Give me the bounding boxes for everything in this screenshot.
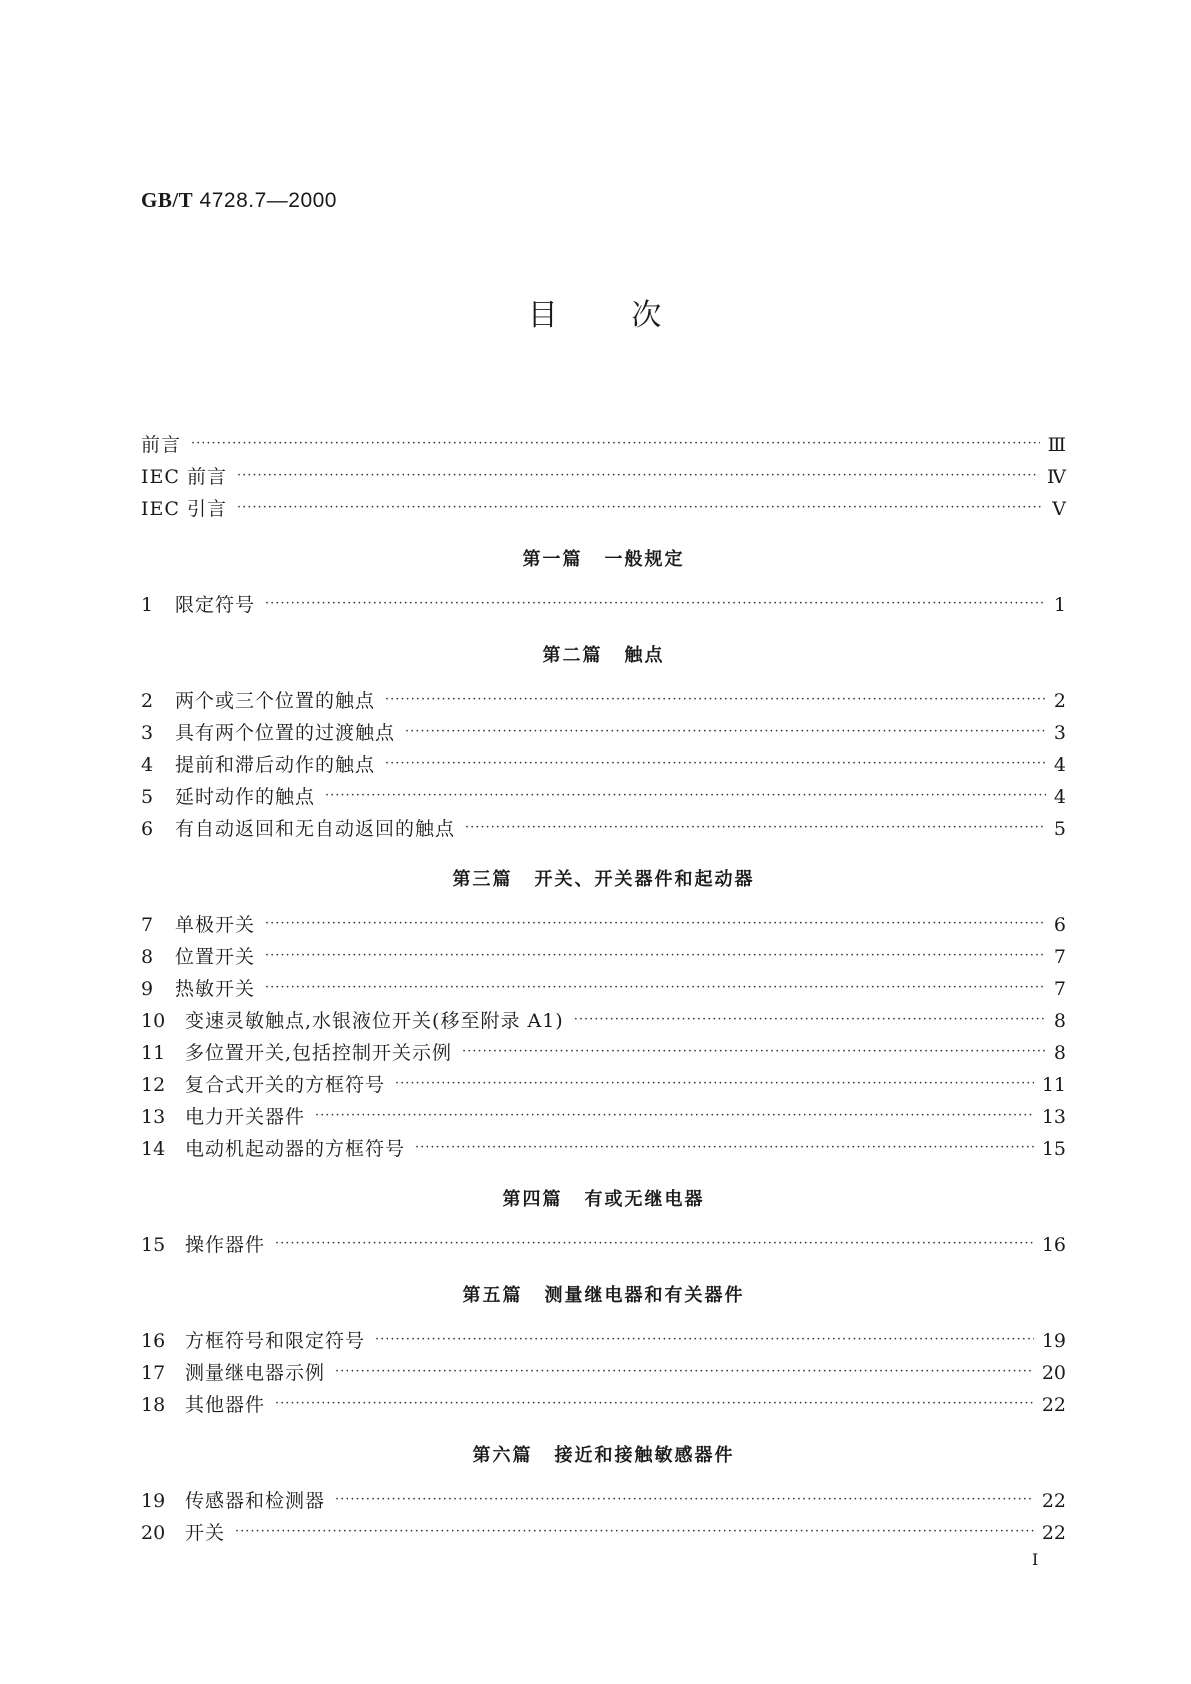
- toc-entry[interactable]: [141, 750, 1066, 782]
- toc-entry-number: 9: [141, 978, 154, 1000]
- toc-entry[interactable]: [141, 494, 1066, 526]
- toc-entry[interactable]: [141, 686, 1066, 718]
- toc-entry-label: IEC 前言: [141, 466, 227, 488]
- toc-dot-leader: [385, 692, 1046, 707]
- toc-part-heading: [141, 1422, 1066, 1486]
- toc-entry-label: 电动机起动器的方框符号: [185, 1138, 406, 1160]
- toc-entry-number: 15: [141, 1234, 166, 1256]
- toc-part-number: 第三篇: [452, 869, 513, 890]
- toc-entry-number: 10: [141, 1010, 166, 1032]
- toc-dot-leader: [375, 1332, 1034, 1347]
- toc-part-heading: [141, 1166, 1066, 1230]
- toc-part-title: 有或无继电器: [584, 1189, 705, 1210]
- toc-entry-label: 前言: [141, 434, 182, 456]
- toc-entry-label: 两个或三个位置的触点: [175, 690, 376, 712]
- page-title: 目 次: [527, 298, 664, 333]
- toc-entry-number: 5: [141, 786, 154, 808]
- toc-entry-page: 8: [1053, 1010, 1066, 1032]
- toc-part-heading: [141, 1262, 1066, 1326]
- toc-entry-label: 其他器件: [185, 1394, 266, 1416]
- toc-dot-leader: [462, 1044, 1046, 1059]
- toc-entry-label: IEC 引言: [141, 498, 227, 520]
- toc-entry-number: 18: [141, 1394, 166, 1416]
- toc-entry-label: 多位置开关,包括控制开关示例: [185, 1042, 453, 1064]
- toc-entry-label: 开关: [185, 1522, 226, 1544]
- toc-entry-label: 测量继电器示例: [185, 1362, 326, 1384]
- toc-dot-leader: [191, 436, 1040, 451]
- toc-entry-page: 6: [1053, 914, 1066, 936]
- standard-prefix: GB/T: [141, 188, 194, 212]
- toc-dot-leader: [275, 1236, 1034, 1251]
- toc-part-number: 第六篇: [472, 1445, 533, 1466]
- toc-entry-page: 8: [1053, 1042, 1066, 1064]
- toc-entry-label: 操作器件: [185, 1234, 266, 1256]
- toc-entry-page: 15: [1041, 1138, 1066, 1160]
- toc-entry-page: Ⅲ: [1047, 434, 1066, 456]
- toc-dot-leader: [325, 788, 1046, 803]
- toc-part-number: 第四篇: [502, 1189, 563, 1210]
- toc-entry[interactable]: [141, 1390, 1066, 1422]
- toc-entry[interactable]: [141, 462, 1066, 494]
- table-of-contents: [141, 430, 1066, 1550]
- toc-part-title: 开关、开关器件和起动器: [534, 869, 755, 890]
- toc-entry[interactable]: [141, 1358, 1066, 1390]
- toc-entry-label: 复合式开关的方框符号: [185, 1074, 386, 1096]
- toc-dot-leader: [265, 916, 1046, 931]
- toc-dot-leader: [275, 1396, 1034, 1411]
- toc-dot-leader: [237, 500, 1044, 515]
- toc-entry[interactable]: [141, 1134, 1066, 1166]
- toc-entry-number: 17: [141, 1362, 166, 1384]
- toc-entry-page: 5: [1053, 818, 1066, 840]
- toc-part-number: 第一篇: [522, 549, 583, 570]
- toc-entry[interactable]: [141, 1038, 1066, 1070]
- toc-entry-number: 7: [141, 914, 154, 936]
- toc-dot-leader: [237, 468, 1039, 483]
- toc-entry-page: 3: [1053, 722, 1066, 744]
- toc-entry-page: 20: [1041, 1362, 1066, 1384]
- toc-entry-number: 6: [141, 818, 154, 840]
- toc-entry-page: 19: [1041, 1330, 1066, 1352]
- toc-entry-label: 变速灵敏触点,水银液位开关(移至附录 A1): [185, 1010, 564, 1032]
- toc-entry[interactable]: [141, 1326, 1066, 1358]
- toc-entry-label: 热敏开关: [175, 978, 256, 1000]
- toc-dot-leader: [574, 1012, 1046, 1027]
- toc-entry-page: 13: [1041, 1106, 1066, 1128]
- toc-entry-number: 11: [141, 1042, 166, 1064]
- toc-dot-leader: [335, 1364, 1034, 1379]
- toc-entry[interactable]: [141, 974, 1066, 1006]
- toc-part-title: 测量继电器和有关器件: [544, 1285, 745, 1306]
- toc-entry-page: 22: [1041, 1394, 1066, 1416]
- toc-part-title: 触点: [624, 645, 665, 666]
- toc-entry-page: Ⅳ: [1047, 466, 1066, 488]
- toc-entry-page: 7: [1053, 946, 1066, 968]
- toc-dot-leader: [235, 1524, 1034, 1539]
- toc-dot-leader: [415, 1140, 1034, 1155]
- toc-entry-number: 13: [141, 1106, 166, 1128]
- toc-entry[interactable]: [141, 590, 1066, 622]
- toc-entry-page: Ⅴ: [1052, 498, 1066, 520]
- toc-part-number: 第五篇: [462, 1285, 523, 1306]
- toc-dot-leader: [315, 1108, 1034, 1123]
- standard-number: 4728.7—2000: [199, 189, 337, 212]
- toc-dot-leader: [265, 948, 1046, 963]
- toc-dot-leader: [395, 1076, 1034, 1091]
- toc-entry-label: 传感器和检测器: [185, 1490, 326, 1512]
- toc-entry-page: 22: [1041, 1522, 1066, 1544]
- toc-entry-number: 3: [141, 722, 154, 744]
- toc-entry[interactable]: [141, 1070, 1066, 1102]
- toc-entry-label: 电力开关器件: [185, 1106, 306, 1128]
- toc-entry[interactable]: [141, 942, 1066, 974]
- toc-entry-label: 提前和滞后动作的触点: [175, 754, 376, 776]
- toc-part-title: 一般规定: [604, 549, 685, 570]
- toc-dot-leader: [465, 820, 1046, 835]
- toc-entry-page: 22: [1041, 1490, 1066, 1512]
- toc-dot-leader: [265, 596, 1046, 611]
- standard-code: [141, 188, 337, 213]
- toc-dot-leader: [265, 980, 1046, 995]
- toc-entry[interactable]: [141, 910, 1066, 942]
- toc-entry[interactable]: [141, 718, 1066, 750]
- toc-entry-number: 20: [141, 1522, 166, 1544]
- toc-entry-number: 2: [141, 690, 154, 712]
- toc-entry[interactable]: [141, 430, 1066, 462]
- toc-entry[interactable]: [141, 782, 1066, 814]
- toc-entry[interactable]: [141, 1518, 1066, 1550]
- toc-entry-page: 2: [1053, 690, 1066, 712]
- toc-entry-page: 16: [1041, 1234, 1066, 1256]
- toc-entry-page: 4: [1053, 786, 1066, 808]
- toc-entry-number: 4: [141, 754, 154, 776]
- toc-dot-leader: [385, 756, 1046, 771]
- toc-dot-leader: [405, 724, 1046, 739]
- toc-entry-page: 7: [1053, 978, 1066, 1000]
- toc-entry-label: 方框符号和限定符号: [185, 1330, 366, 1352]
- toc-entry-label: 位置开关: [175, 946, 256, 968]
- toc-part-title: 接近和接触敏感器件: [554, 1445, 735, 1466]
- toc-part-heading: [141, 622, 1066, 686]
- toc-entry[interactable]: [141, 1486, 1066, 1518]
- toc-entry-number: 19: [141, 1490, 166, 1512]
- toc-entry-number: 14: [141, 1138, 166, 1160]
- toc-entry[interactable]: [141, 1230, 1066, 1262]
- toc-entry[interactable]: [141, 1102, 1066, 1134]
- toc-entry-label: 单极开关: [175, 914, 256, 936]
- toc-entry-number: 8: [141, 946, 154, 968]
- toc-part-number: 第二篇: [542, 645, 603, 666]
- toc-entry-page: 4: [1053, 754, 1066, 776]
- toc-entry-label: 延时动作的触点: [175, 786, 316, 808]
- toc-entry[interactable]: [141, 814, 1066, 846]
- toc-entry[interactable]: [141, 1006, 1066, 1038]
- footer-page-number: I: [1032, 1550, 1039, 1569]
- toc-entry-label: 限定符号: [175, 594, 256, 616]
- toc-part-heading: [141, 526, 1066, 590]
- toc-entry-number: 12: [141, 1074, 166, 1096]
- toc-entry-number: 1: [141, 594, 154, 616]
- toc-entry-number: 16: [141, 1330, 166, 1352]
- toc-dot-leader: [335, 1492, 1034, 1507]
- toc-part-heading: [141, 846, 1066, 910]
- toc-entry-page: 1: [1053, 594, 1066, 616]
- toc-entry-label: 有自动返回和无自动返回的触点: [175, 818, 456, 840]
- toc-entry-page: 11: [1041, 1074, 1066, 1096]
- toc-entry-label: 具有两个位置的过渡触点: [175, 722, 396, 744]
